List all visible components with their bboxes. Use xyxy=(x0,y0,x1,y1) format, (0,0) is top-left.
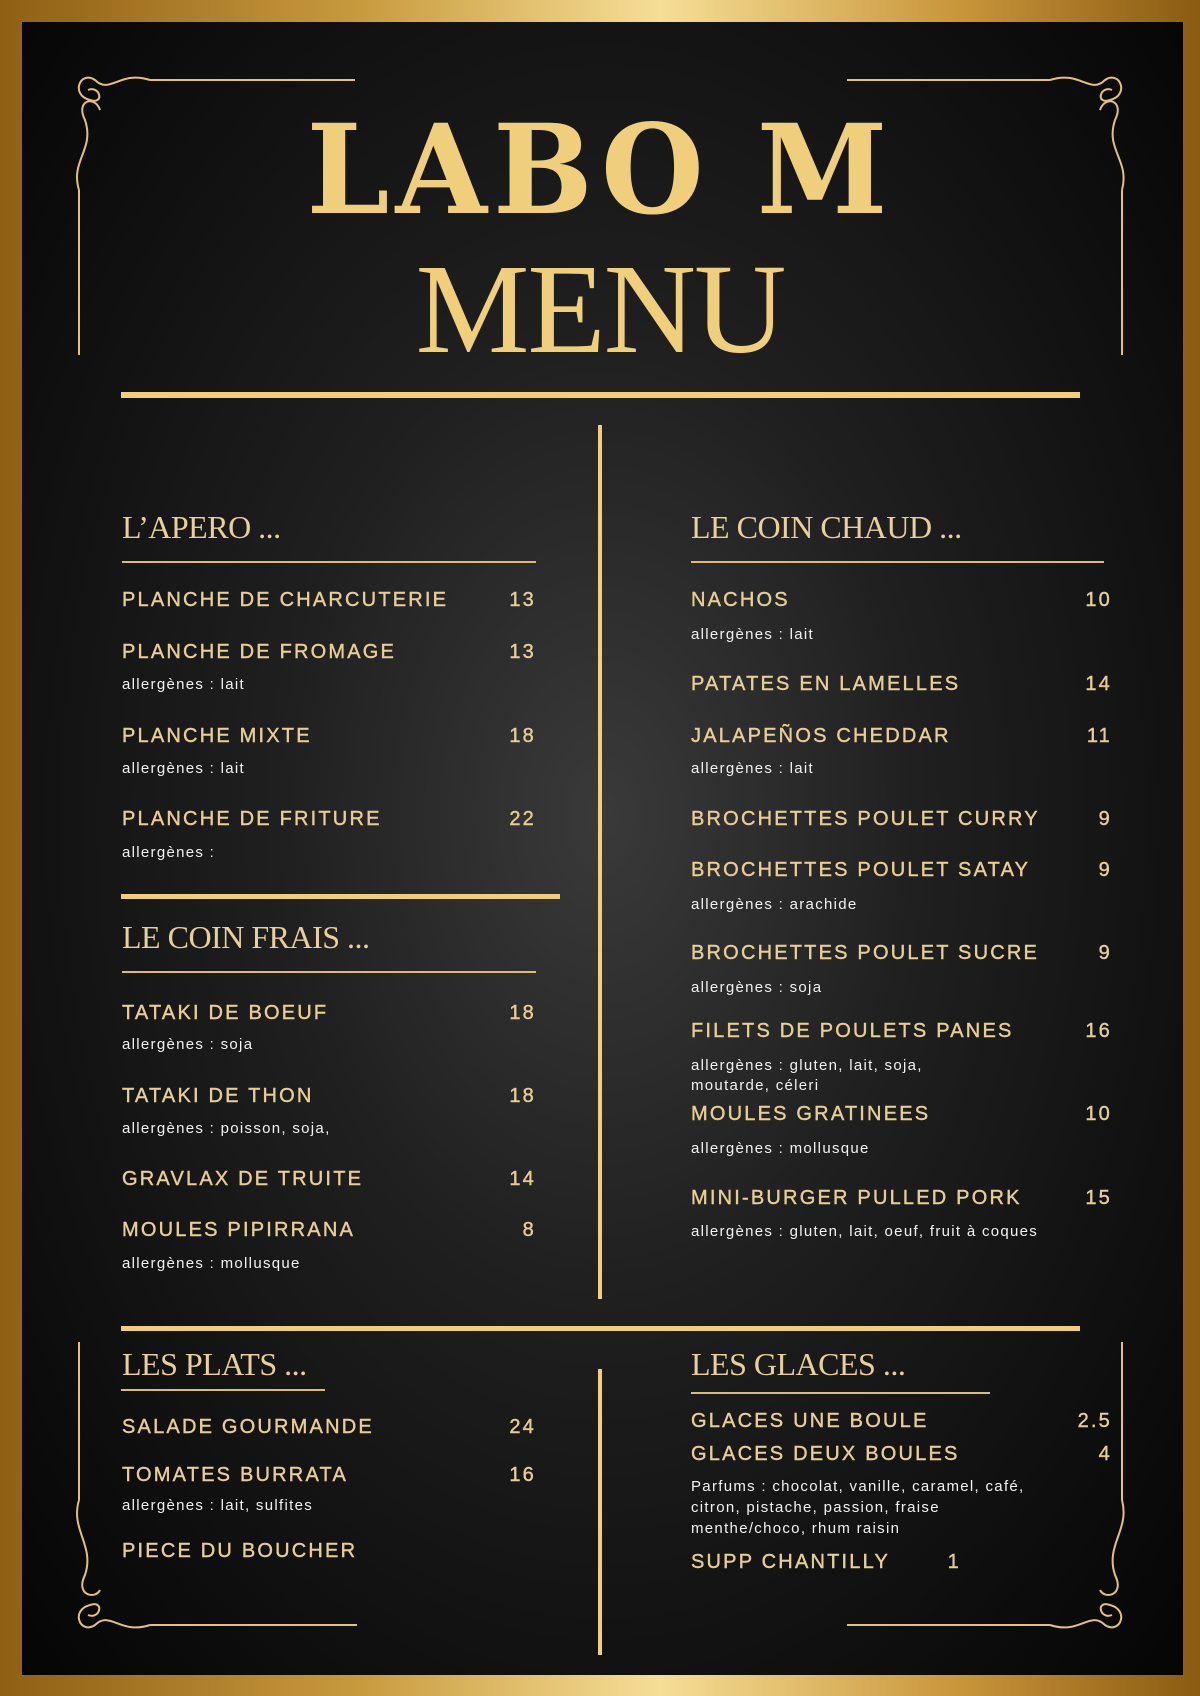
menu-title: MENU xyxy=(415,238,785,380)
item-name: TATAKI DE BOEUF xyxy=(122,1002,329,1024)
item-name: PATATES EN LAMELLES xyxy=(691,673,961,695)
menu-item xyxy=(691,1019,1112,1043)
menu-item xyxy=(691,1550,961,1574)
menu-item xyxy=(691,858,1112,882)
item-price: 16 xyxy=(509,1464,536,1486)
menu-item xyxy=(122,640,536,664)
item-price: 13 xyxy=(509,641,536,663)
heading-underline xyxy=(121,1389,325,1391)
item-name: TOMATES BURRATA xyxy=(122,1464,348,1486)
top-divider xyxy=(121,392,1080,398)
item-price: 22 xyxy=(509,808,536,830)
menu-item xyxy=(691,1102,1112,1126)
item-price: 13 xyxy=(509,589,536,611)
item-price: 15 xyxy=(1085,1187,1112,1209)
item-allergens: allergènes : mollusque xyxy=(691,1140,870,1157)
ice-cream-flavours: Parfums : chocolat, vanille, caramel, café, citron, pistache, passion, fraise menthe/choco, rhum raisin xyxy=(691,1478,1025,1537)
menu-item xyxy=(122,1539,536,1563)
item-name: SUPP CHANTILLY xyxy=(691,1551,891,1573)
item-price: 10 xyxy=(1085,589,1112,611)
item-price: 11 xyxy=(1086,725,1112,747)
item-allergens: allergènes : lait xyxy=(691,626,814,643)
item-name: BROCHETTES POULET SATAY xyxy=(691,859,1031,881)
item-allergens: allergènes : lait xyxy=(122,760,245,777)
menu-item xyxy=(691,807,1112,831)
item-name: PLANCHE DE FRITURE xyxy=(122,808,382,830)
item-name: SALADE GOURMANDE xyxy=(122,1416,374,1438)
menu-item xyxy=(122,1167,536,1191)
item-name: GLACES DEUX BOULES xyxy=(691,1443,960,1465)
item-allergens: allergènes : lait, sulfites xyxy=(122,1497,314,1514)
item-allergens: allergènes : mollusque xyxy=(122,1255,301,1272)
menu-item xyxy=(691,672,1112,696)
menu-item xyxy=(122,1084,536,1108)
item-name: NACHOS xyxy=(691,589,790,611)
menu-item xyxy=(691,588,1112,612)
item-allergens: allergènes : poisson, soja, xyxy=(122,1120,331,1137)
item-name: MOULES GRATINEES xyxy=(691,1103,931,1125)
menu-item xyxy=(122,724,536,748)
restaurant-name: LABO M xyxy=(306,96,894,243)
bottom-column-divider xyxy=(598,1369,602,1655)
heading-underline xyxy=(122,561,536,563)
menu-item xyxy=(691,724,1112,748)
item-price: 24 xyxy=(509,1416,536,1438)
item-price: 9 xyxy=(1098,859,1112,881)
item-allergens: allergènes : xyxy=(122,844,216,861)
menu-item xyxy=(691,1442,1112,1466)
item-price: 18 xyxy=(509,725,536,747)
item-price: 16 xyxy=(1085,1020,1112,1042)
heading-underline xyxy=(122,971,536,973)
item-name: GLACES UNE BOULE xyxy=(691,1410,929,1432)
item-name: PLANCHE DE CHARCUTERIE xyxy=(122,589,449,611)
item-allergens: allergènes : gluten, lait, soja, moutarde, céleri xyxy=(691,1057,923,1094)
section-heading-frais: LE COIN FRAIS ... xyxy=(122,919,370,955)
menu-item xyxy=(122,1463,536,1487)
item-price: 14 xyxy=(509,1168,536,1190)
item-name: TATAKI DE THON xyxy=(122,1085,314,1107)
item-name: JALAPEÑOS CHEDDAR xyxy=(691,725,951,747)
item-name: MOULES PIPIRRANA xyxy=(122,1219,356,1241)
item-allergens: allergènes : lait xyxy=(122,676,245,693)
menu-item xyxy=(122,807,536,831)
item-name: FILETS DE POULETS PANES xyxy=(691,1020,1014,1042)
item-allergens: allergènes : soja xyxy=(691,979,823,996)
column-divider xyxy=(598,425,602,1299)
menu-item xyxy=(691,941,1112,965)
item-price: 8 xyxy=(522,1219,536,1241)
item-name: BROCHETTES POULET CURRY xyxy=(691,808,1040,830)
item-price: 14 xyxy=(1085,673,1112,695)
item-name: PLANCHE MIXTE xyxy=(122,725,312,747)
section-heading-plats: LES PLATS ... xyxy=(122,1346,307,1382)
item-price: 9 xyxy=(1098,942,1112,964)
item-price: 9 xyxy=(1098,808,1112,830)
item-name: BROCHETTES POULET SUCRE xyxy=(691,942,1040,964)
item-name: PLANCHE DE FROMAGE xyxy=(122,641,397,663)
item-price: 18 xyxy=(509,1085,536,1107)
item-allergens: allergènes : lait xyxy=(691,760,814,777)
menu-item xyxy=(691,1409,1112,1433)
item-price: 10 xyxy=(1085,1103,1112,1125)
menu-item xyxy=(691,1186,1112,1210)
item-name: PIECE DU BOUCHER xyxy=(122,1540,358,1562)
menu-item xyxy=(122,1218,536,1242)
item-allergens: allergènes : gluten, lait, oeuf, fruit à coques xyxy=(691,1223,1039,1240)
menu-item xyxy=(122,1001,536,1025)
section-heading-glaces: LES GLACES ... xyxy=(691,1346,906,1382)
item-name: MINI-BURGER PULLED PORK xyxy=(691,1187,1022,1209)
item-price: 18 xyxy=(509,1002,536,1024)
menu-item xyxy=(122,588,536,612)
section-divider xyxy=(121,894,560,899)
menu-item xyxy=(122,1415,536,1439)
item-name: GRAVLAX DE TRUITE xyxy=(122,1168,364,1190)
item-allergens: allergènes : soja xyxy=(122,1036,254,1053)
item-price: 1 xyxy=(947,1551,961,1573)
item-price: 2.5 xyxy=(1077,1410,1112,1432)
heading-underline xyxy=(691,1392,990,1394)
middle-divider xyxy=(121,1326,1080,1331)
item-price: 4 xyxy=(1098,1443,1112,1465)
section-heading-apero: L’APERO ... xyxy=(122,509,281,545)
section-heading-chaud: LE COIN CHAUD ... xyxy=(691,509,962,545)
heading-underline xyxy=(691,561,1104,563)
item-allergens: allergènes : arachide xyxy=(691,896,858,913)
